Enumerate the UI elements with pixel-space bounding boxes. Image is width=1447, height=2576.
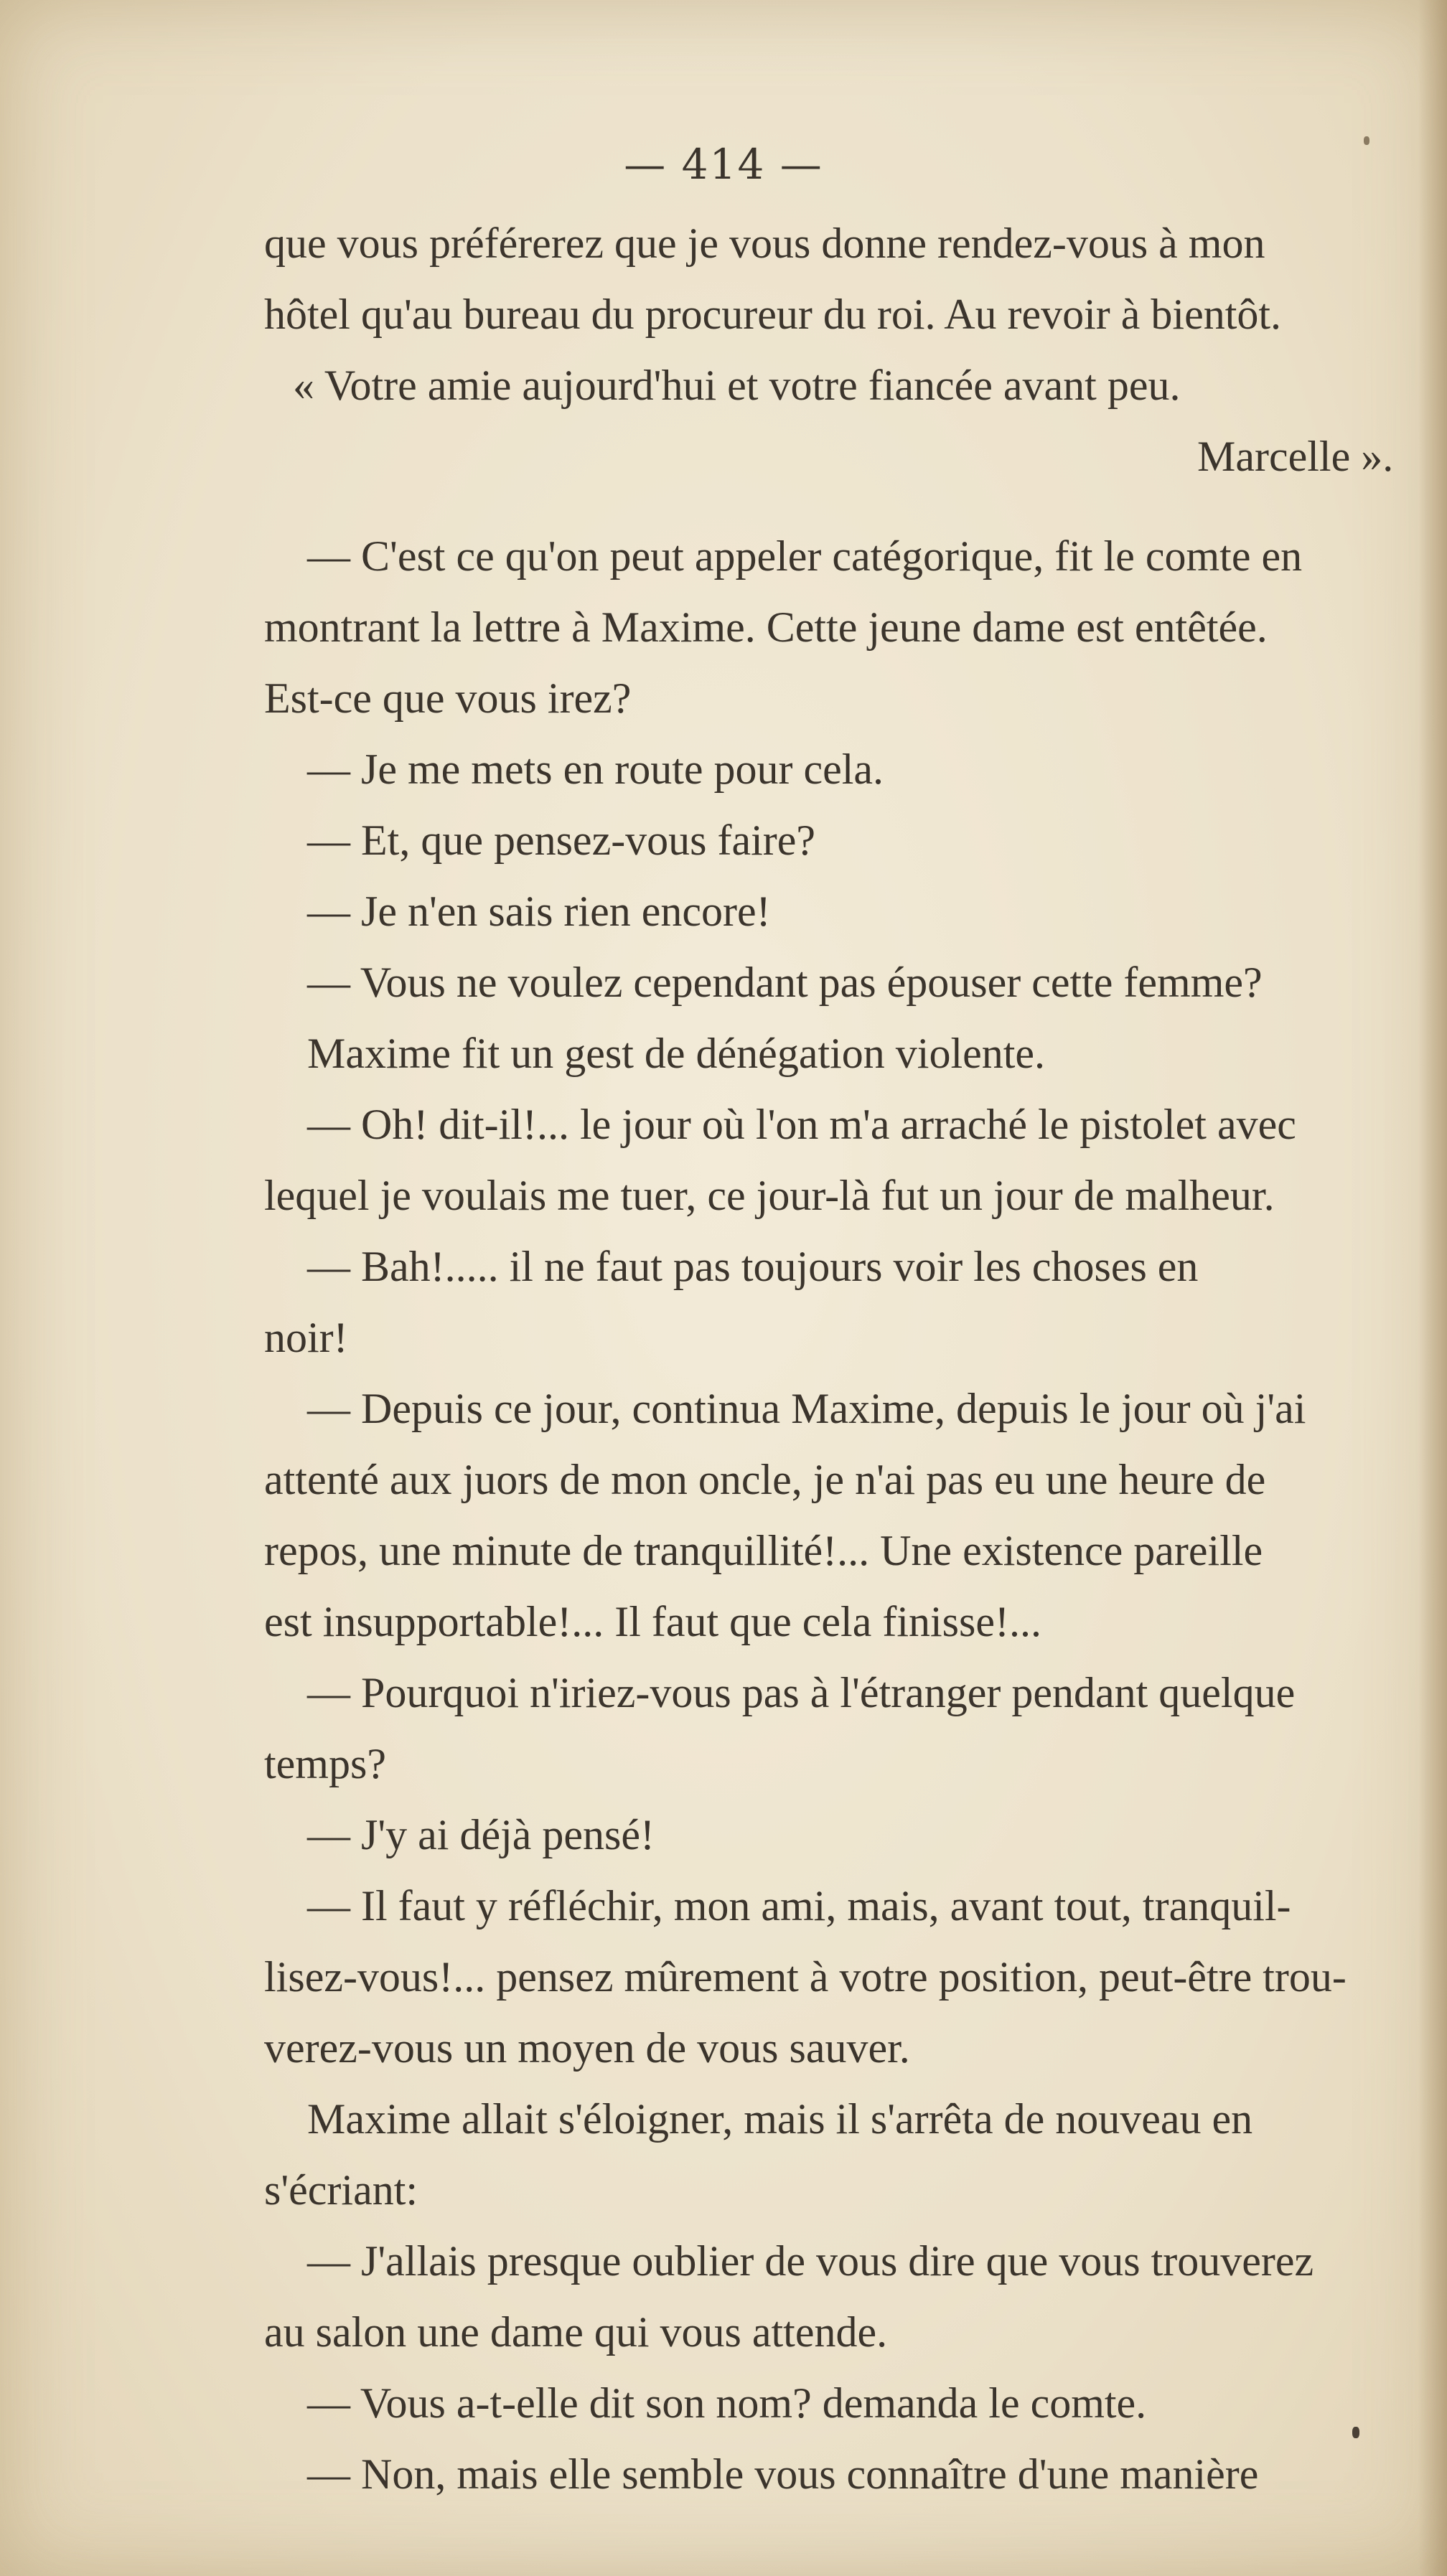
text-line: verez-vous un moyen de vous sauver. bbox=[264, 2024, 910, 2072]
text-line: repos, une minute de tranquillité!... Une existence pareille bbox=[264, 1527, 1263, 1574]
text-line: — Vous ne voulez cependant pas épouser cette femme? bbox=[307, 959, 1263, 1006]
ink-speck bbox=[1352, 2427, 1359, 2438]
text-line: — Vous a-t-elle dit son nom? demanda le comte. bbox=[307, 2379, 1147, 2427]
text-line: — C'est ce qu'on peut appeler catégorique, fit le comte en bbox=[307, 532, 1303, 580]
text-line: hôtel qu'au bureau du procureur du roi. Au revoir à bientôt. bbox=[264, 291, 1282, 338]
page-number: — 414 — bbox=[624, 140, 823, 189]
text-line: — Bah!..... il ne faut pas toujours voir les choses en bbox=[307, 1243, 1199, 1290]
signature-line: Marcelle ». bbox=[1197, 433, 1394, 480]
text-line: — Je n'en sais rien encore! bbox=[307, 888, 771, 935]
text-line: « Votre amie aujourd'hui et votre fiancée avant peu. bbox=[293, 362, 1181, 409]
text-line: — Je me mets en route pour cela. bbox=[307, 746, 884, 793]
text-line: — Et, que pensez-vous faire? bbox=[307, 817, 816, 864]
text-line: — J'allais presque oublier de vous dire que vous trouverez bbox=[307, 2237, 1314, 2285]
text-line: — Oh! dit-il!... le jour où l'on m'a arraché le pistolet avec bbox=[307, 1101, 1296, 1148]
text-line: noir! bbox=[264, 1314, 348, 1361]
body-text bbox=[264, 208, 1427, 2510]
text-line: — Pourquoi n'iriez-vous pas à l'étranger pendant quelque bbox=[307, 1669, 1296, 1716]
text-line: lisez-vous!... pensez mûrement à votre position, peut-être trou- bbox=[264, 1953, 1347, 2001]
text-line: lequel je voulais me tuer, ce jour-là fut un jour de malheur. bbox=[264, 1172, 1275, 1219]
text-line: — Il faut y réfléchir, mon ami, mais, avant tout, tranquil- bbox=[307, 1882, 1291, 1929]
text-line: est insupportable!... Il faut que cela finisse!... bbox=[264, 1598, 1041, 1645]
text-line: — J'y ai déjà pensé! bbox=[307, 1811, 655, 1858]
text-line: — Non, mais elle semble vous connaître d'une manière bbox=[307, 2450, 1259, 2498]
text-line: s'écriant: bbox=[264, 2166, 418, 2214]
paragraph-gap bbox=[264, 492, 1427, 521]
text-line: que vous préférerez que je vous donne rendez-vous à mon bbox=[264, 220, 1265, 267]
text-line: montrant la lettre à Maxime. Cette jeune dame est entêtée. bbox=[264, 603, 1268, 651]
text-line: temps? bbox=[264, 1740, 386, 1787]
text-line: Maxime allait s'éloigner, mais il s'arrêta de nouveau en bbox=[307, 2095, 1253, 2143]
text-line: — Depuis ce jour, continua Maxime, depuis le jour où j'ai bbox=[307, 1385, 1306, 1432]
text-line: attenté aux juors de mon oncle, je n'ai pas eu une heure de bbox=[264, 1456, 1266, 1503]
text-line: Maxime fit un gest de dénégation violente. bbox=[307, 1030, 1046, 1077]
text-line: Est-ce que vous irez? bbox=[264, 674, 632, 722]
text-line: au salon une dame qui vous attende. bbox=[264, 2308, 888, 2356]
